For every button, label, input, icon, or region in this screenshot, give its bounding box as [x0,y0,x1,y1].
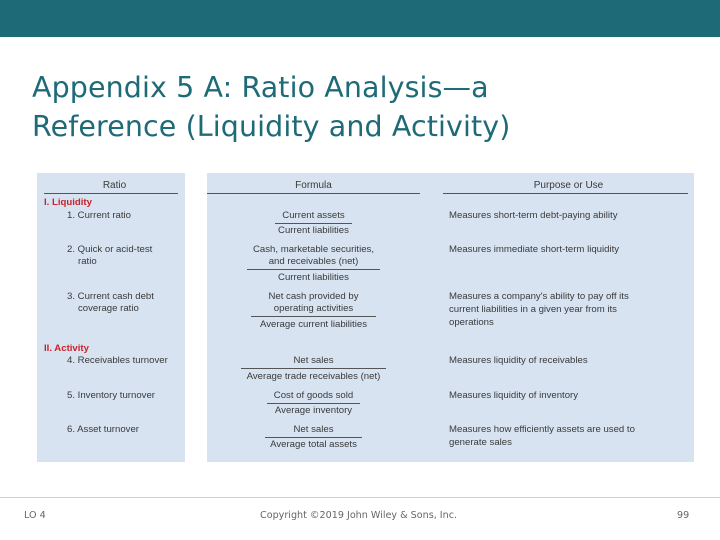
ratio-table [37,173,694,462]
fraction-bar [275,223,352,224]
fraction-bar [241,368,386,369]
purpose-text: Measures immediate short-term liquidity [449,244,620,255]
purpose-text-cont: generate sales [449,437,512,448]
fraction-bar [251,316,376,317]
purpose-text: Measures short-term debt-paying ability [449,210,618,221]
formula-denominator: Average trade receivables (net) [246,371,381,382]
formula-denominator: Average inventory [274,405,353,416]
page-number: 99 [677,510,690,521]
formula-denominator: Average total assets [270,439,357,450]
header-ratio: Ratio [102,180,127,191]
ratio-name: 2. Quick or acid-test [67,244,153,255]
formula-denominator: Current liabilities [278,225,349,236]
formula-numerator: Net cash provided by [268,291,359,302]
formula-numerator: Cash, marketable securities, [252,244,375,255]
section-activity: II. Activity [44,343,89,354]
section-liquidity: I. Liquidity [44,197,92,208]
footer-lo: LO 4 [24,510,46,521]
ratio-name: 5. Inventory turnover [67,390,155,401]
purpose-text: Measures how efficiently assets are used to [449,424,635,435]
purpose-text-cont: current liabilities in a given year from its [449,304,617,315]
ratio-name: 3. Current cash debt [67,291,154,302]
ratio-name: 4. Receivables turnover [67,355,168,366]
header-rule-purpose [443,193,688,194]
formula-numerator: Current assets [282,210,345,221]
ratio-name-cont: ratio [78,256,97,267]
footer-copyright: Copyright ©2019 John Wiley & Sons, Inc. [260,510,458,521]
fraction-bar [265,437,362,438]
formula-numerator-cont: operating activities [273,303,354,314]
footer-divider [0,497,720,498]
formula-numerator: Net sales [293,424,334,435]
header-formula: Formula [295,180,332,191]
header-rule-formula [207,193,420,194]
purpose-text-cont: operations [449,317,494,328]
title-line-2: Reference (Liquidity and Activity) [32,110,511,143]
header-purpose: Purpose or Use [533,180,604,191]
purpose-text: Measures liquidity of inventory [449,390,579,401]
ratio-name-cont: coverage ratio [78,303,139,314]
formula-numerator: Cost of goods sold [273,390,354,401]
top-banner [0,0,720,37]
formula-denominator: Current liabilities [278,272,349,283]
title-line-1: Appendix 5 A: Ratio Analysis—a [32,71,489,104]
ratio-name: 1. Current ratio [67,210,131,221]
purpose-text: Measures liquidity of receivables [449,355,588,366]
purpose-text: Measures a company's ability to pay off its [449,291,629,302]
header-rule-ratio [44,193,178,194]
formula-denominator: Average current liabilities [259,319,367,330]
formula-numerator: Net sales [293,355,334,366]
formula-numerator-cont: and receivables (net) [268,256,359,267]
slide-title [32,68,692,146]
fraction-bar [247,269,380,270]
fraction-bar [267,403,360,404]
ratio-name: 6. Asset turnover [67,424,139,435]
